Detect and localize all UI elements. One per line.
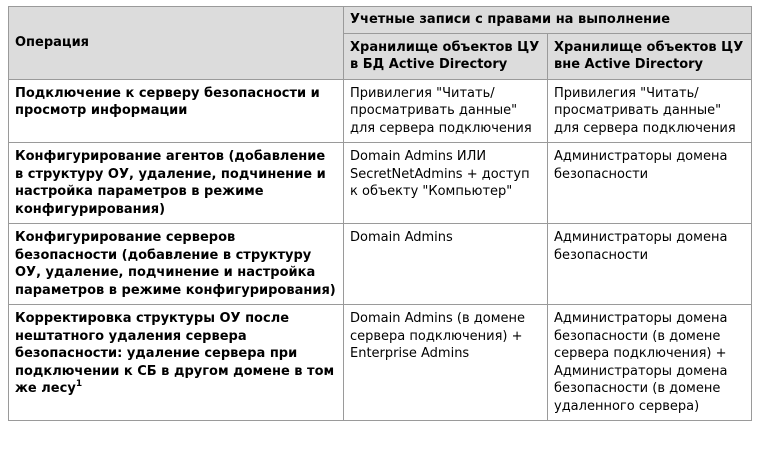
header-storage-non-ad: Хранилище объектов ЦУ вне Active Directory (548, 33, 752, 79)
row-non-ad-accounts: Администраторы домена безопасности (548, 224, 752, 305)
permissions-table (8, 6, 752, 421)
row-non-ad-accounts: Администраторы домена безопасности (в домене сервера подключения) + Администраторы домена безопасности (в домене удаленного сервера) (548, 305, 752, 421)
row-operation: Конфигурирование серверов безопасности (добавление в структуру ОУ, удаление, подчинение и настройка параметров в режиме конфигурирования) (9, 224, 344, 305)
row-ad-accounts: Привилегия "Читать/просматривать данные" для сервера подключения (344, 79, 548, 143)
row-ad-accounts: Domain Admins (344, 224, 548, 305)
table-row (9, 224, 752, 305)
header-accounts-group: Учетные записи с правами на выполнение (344, 7, 752, 34)
row-non-ad-accounts: Привилегия "Читать/просматривать данные" для сервера подключения (548, 79, 752, 143)
header-storage-ad: Хранилище объектов ЦУ в БД Active Directory (344, 33, 548, 79)
row-ad-accounts: Domain Admins ИЛИ SecretNetAdmins + доступ к объекту "Компьютер" (344, 143, 548, 224)
row-operation (9, 305, 344, 421)
row-ad-accounts: Domain Admins (в домене сервера подключения) + Enterprise Admins (344, 305, 548, 421)
row-operation: Подключение к серверу безопасности и просмотр информации (9, 79, 344, 143)
table-row (9, 305, 752, 421)
row-operation: Конфигурирование агентов (добавление в структуру ОУ, удаление, подчинение и настройка параметров в режиме конфигурирования) (9, 143, 344, 224)
table-row (9, 143, 752, 224)
row-non-ad-accounts: Администраторы домена безопасности (548, 143, 752, 224)
footnote-marker: 1 (75, 378, 83, 389)
header-operation: Операция (9, 7, 344, 80)
row-operation-text: Корректировка структуры ОУ после нештатного удаления сервера безопасности: удаление сервера при подключении к СБ в другом домене в том же лесу (15, 311, 335, 396)
header-row-top (9, 7, 752, 34)
table-row (9, 79, 752, 143)
